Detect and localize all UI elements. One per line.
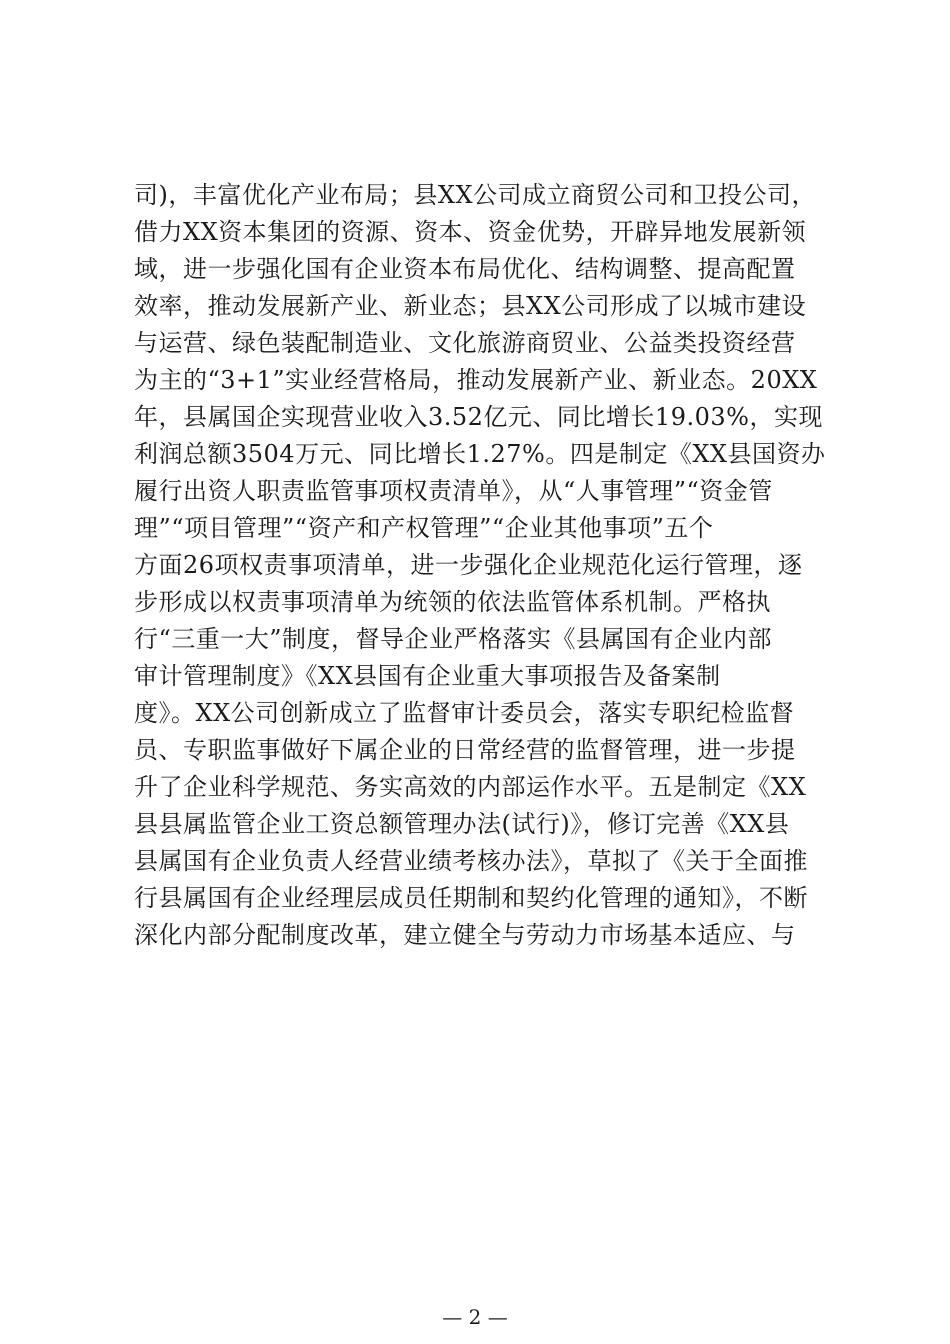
text-line: 为主的“3+1”实业经营格局，推动发展新产业、新业态。20XX xyxy=(134,366,818,394)
text-line: 方面26项权责事项清单，进一步强化企业规范化运行管理，逐 xyxy=(134,551,803,579)
text-line: 与运营、绿色装配制造业、文化旅游商贸业、公益类投资经营 xyxy=(134,329,796,357)
text-line: 年，县属国企实现营业收入3.52亿元、同比增长19.03%，实现 xyxy=(134,403,823,431)
text-line: 履行出资人职责监管事项权责清单》，从“人事管理”“资金管 xyxy=(134,477,773,505)
text-line: 行“三重一大”制度，督导企业严格落实《县属国有企业内部 xyxy=(134,625,773,653)
text-line: 步形成以权责事项清单为统领的依法监管体系机制。严格执 xyxy=(134,588,771,616)
page-number: — 2 — xyxy=(442,1305,508,1329)
text-line: 域，进一步强化国有企业资本布局优化、结构调整、提高配置 xyxy=(134,255,796,283)
text-line: 行县属国有企业经理层成员任期制和契约化管理的通知》，不断 xyxy=(134,884,808,912)
text-line: 县属国有企业负责人经营业绩考核办法》，草拟了《关于全面推 xyxy=(134,847,808,875)
text-line: 深化内部分配制度改革，建立健全与劳动力市场基本适应、与 xyxy=(134,921,796,949)
text-line: 效率，推动发展新产业、新业态；县XX公司形成了以城市建设 xyxy=(134,292,807,320)
text-line: 借力XX资本集团的资源、资本、资金优势，开辟异地发展新领 xyxy=(134,218,807,246)
text-line: 理”“项目管理”“资产和产权管理”“企业其他事项”五个 xyxy=(134,514,714,542)
text-line: 县县属监管企业工资总额管理办法(试行)》，修订完善《XX县 xyxy=(134,810,790,838)
text-line: 利润总额3504万元、同比增长1.27%。四是制定《XX县国资办 xyxy=(134,440,826,468)
text-line: 升了企业科学规范、务实高效的内部运作水平。五是制定《XX xyxy=(134,773,807,801)
body-paragraph xyxy=(134,177,834,954)
text-line: 度》。XX公司创新成立了监督审计委员会，落实专职纪检监督 xyxy=(134,699,795,727)
text-line: 审计管理制度》《XX县国有企业重大事项报告及备案制 xyxy=(134,662,721,690)
text-line: 司)，丰富优化产业布局；县XX公司成立商贸公司和卫投公司， xyxy=(134,181,817,209)
text-line: 员、专职监事做好下属企业的日常经营的监督管理，进一步提 xyxy=(134,736,796,764)
